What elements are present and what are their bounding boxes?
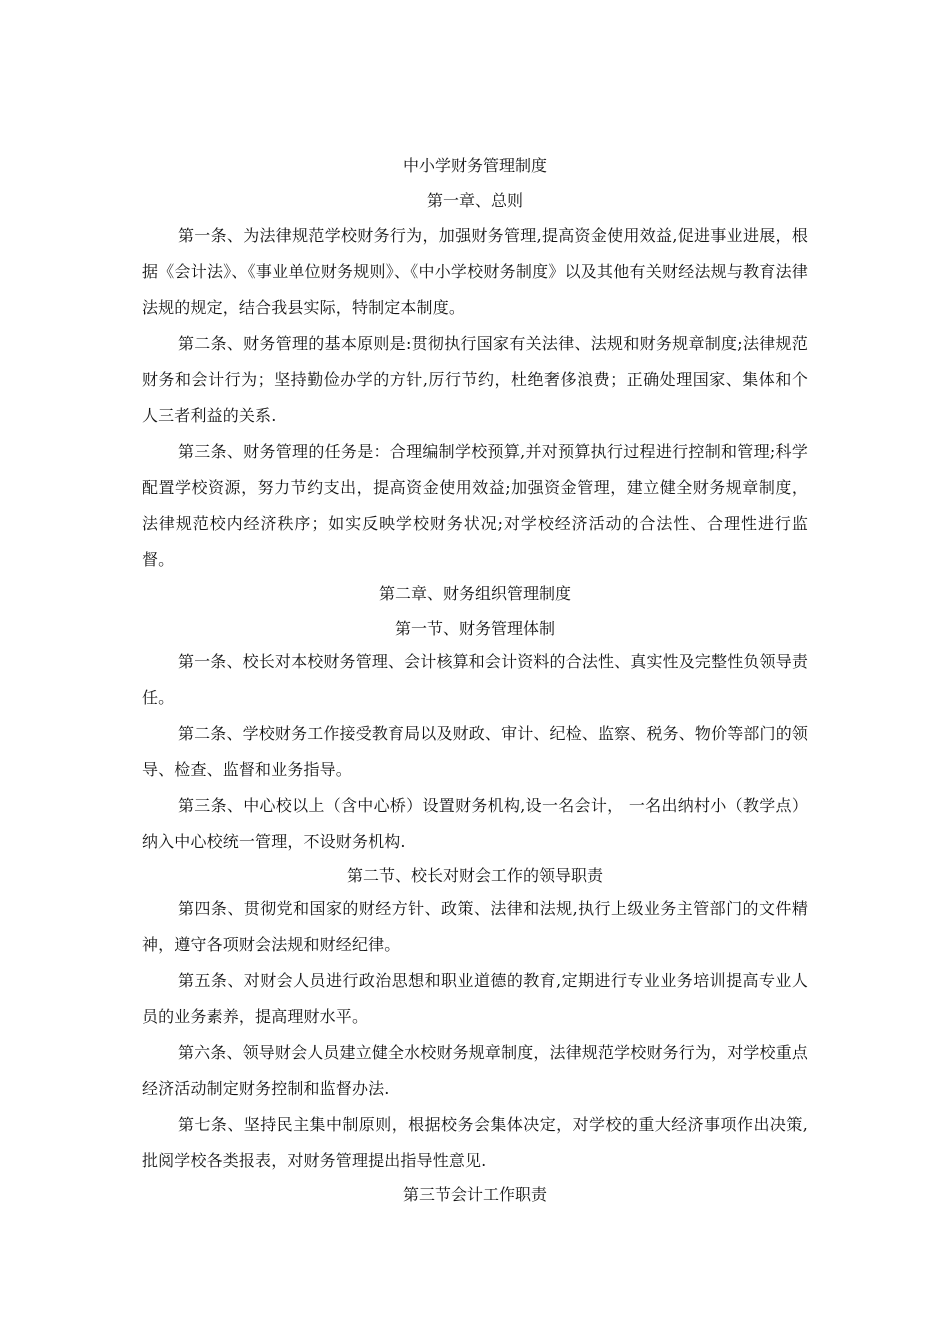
section-2-article-5: 第五条、对财会人员进行政治思想和职业道德的教育,定期进行专业业务培训提高专业人员的业务素养，提高理财水平。 [142, 971, 808, 1026]
chapter-1-article-1: 第一条、为法律规范学校财务行为，加强财务管理,提高资金使用效益,促进事业进展，根据《会计法》、《事业单位财务规则》、《中小学校财务制度》以及其他有关财经法规与教育法律法规的规定，结合我县实际，特制定本制度。 [142, 226, 808, 317]
chapter-1-article-3: 第三条、财务管理的任务是：合理编制学校预算,并对预算执行过程进行控制和管理;科学配置学校资源，努力节约支出，提高资金使用效益;加强资金管理，建立健全财务规章制度，法律规范校内经济秩序；如实反映学校财务状况;对学校经济活动的合法性、合理性进行监督。 [142, 442, 808, 569]
section-2-heading: 第二节、校长对财会工作的领导职责 [346, 866, 603, 885]
section-2-article-6: 第六条、领导财会人员建立健全水校财务规章制度，法律规范学校财务行为，对学校重点经济活动制定财务控制和监督办法. [142, 1043, 808, 1098]
section-1-article-2: 第二条、学校财务工作接受教育局以及财政、审计、纪检、监察、税务、物价等部门的领导、检查、监督和业务指导。 [142, 724, 808, 779]
section-1-heading: 第一节、财务管理体制 [394, 619, 555, 638]
section-1-article-1: 第一条、校长对本校财务管理、会计核算和会计资料的合法性、真实性及完整性负领导责任。 [142, 652, 808, 707]
chapter-1-heading: 第一章、总则 [426, 191, 523, 210]
document-title: 中小学财务管理制度 [402, 156, 547, 175]
chapter-2-heading: 第二章、财务组织管理制度 [378, 584, 571, 603]
section-2-article-4: 第四条、贯彻党和国家的财经方针、政策、法律和法规,执行上级业务主管部门的文件精神，遵守各项财会法规和财经纪律。 [142, 899, 808, 954]
chapter-1-article-2: 第二条、财务管理的基本原则是:贯彻执行国家有关法律、法规和财务规章制度;法律规范财务和会计行为；坚持勤俭办学的方针,厉行节约，杜绝奢侈浪费；正确处理国家、集体和个人三者利益的关系. [142, 334, 808, 425]
section-2-article-7: 第七条、坚持民主集中制原则，根据校务会集体决定，对学校的重大经济事项作出决策,批阅学校各类报表，对财务管理提出指导性意见. [142, 1115, 808, 1170]
document-page [142, 156, 808, 1220]
section-3-heading: 第三节会计工作职责 [402, 1185, 547, 1204]
section-1-article-3: 第三条、中心校以上（含中心桥）设置财务机构,设一名会计， 一名出纳村小（教学点）纳入中心校统一管理，不设财务机构. [142, 796, 808, 851]
